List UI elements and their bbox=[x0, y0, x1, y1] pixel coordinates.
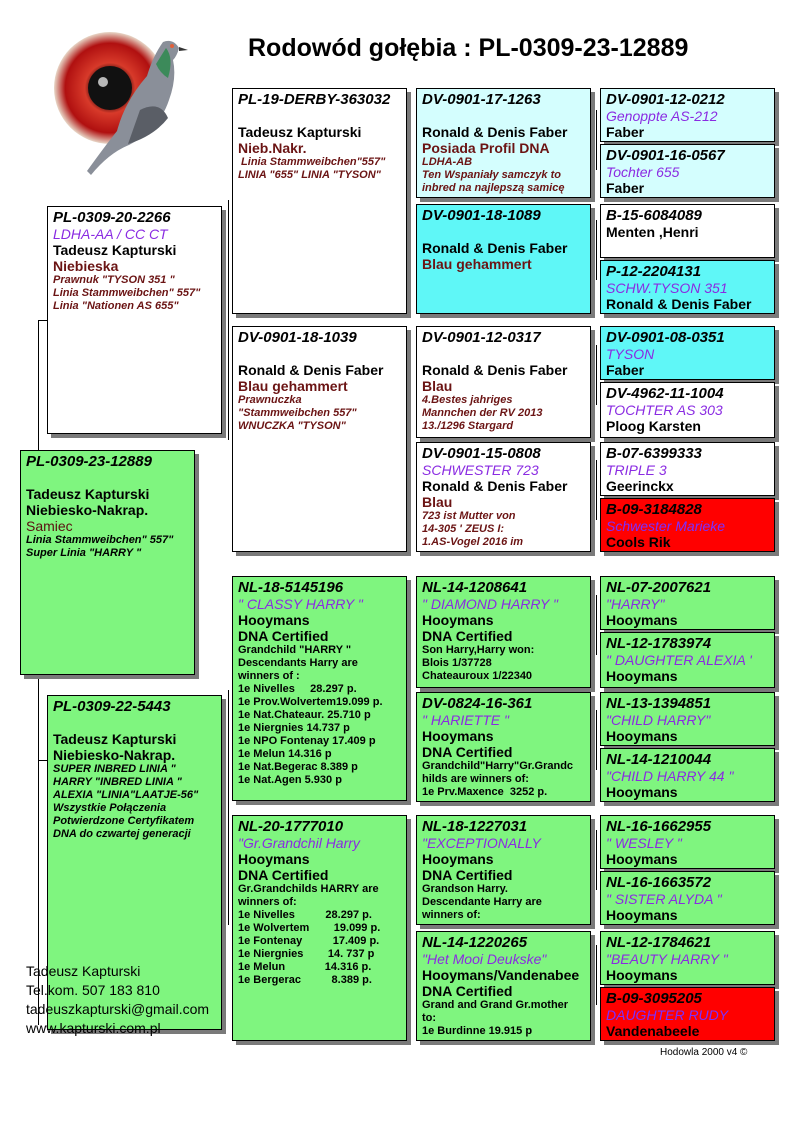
subject-ring: PL-0309-23-12889 bbox=[26, 453, 152, 470]
g4-card-3[interactable] bbox=[600, 204, 775, 258]
g4-ring: B-09-3095205 bbox=[606, 990, 702, 1007]
ss-ring: PL-19-DERBY-363032 bbox=[238, 91, 391, 108]
g4-card-2[interactable] bbox=[600, 144, 775, 198]
subject-notes: Linia Stammweibchen" 557" Super Linia "HARRY " bbox=[26, 534, 174, 559]
g4-name: " SISTER ALYDA " bbox=[606, 891, 722, 907]
g4-owner: Hooymans bbox=[606, 728, 678, 744]
g4-ring: NL-12-1784621 bbox=[606, 934, 712, 951]
ds-notes: Grandchild "HARRY " Descendants Harry are winners of : 1e Nivelles 28.297 p. 1e Prov.Wolvertem19.099 p. 1e Nat.Chateaur. 25.710 p 1e Niergnies 14.737 p 1e NPO Fontenay 17.409 p 1e Melun 14.316 p 1e Nat.Begerac 8.389 p 1e Nat.Agen 5.930 p bbox=[238, 644, 383, 786]
ds-name: " CLASSY HARRY " bbox=[238, 596, 363, 612]
ds-owner: Hooymans bbox=[238, 612, 310, 628]
g4-owner: Ploog Karsten bbox=[606, 418, 701, 434]
g4-name: DAUGHTER RUDY bbox=[606, 1007, 729, 1023]
sss-ring: DV-0901-17-1263 bbox=[422, 91, 541, 108]
sss-card[interactable] bbox=[416, 88, 591, 198]
ds-color: DNA Certified bbox=[238, 628, 329, 644]
g4-name: "BEAUTY HARRY " bbox=[606, 951, 728, 967]
dam-color: Niebiesko-Nakrap. bbox=[53, 747, 176, 763]
dss-ring: NL-14-1208641 bbox=[422, 579, 528, 596]
dds-color: DNA Certified bbox=[422, 867, 513, 883]
dd-owner: Hooymans bbox=[238, 851, 310, 867]
dds-card[interactable] bbox=[416, 815, 591, 925]
ddd-notes: Grand and Grand Gr.mother to: 1e Burdinne 19.915 p bbox=[422, 999, 569, 1037]
ss-owner: Tadeusz Kapturski bbox=[238, 124, 362, 140]
dd-ring: NL-20-1777010 bbox=[238, 818, 344, 835]
dd-notes: Gr.Grandchilds HARRY are winners of: 1e Nivelles 28.297 p. 1e Wolvertem 19.099 p. 1e Fontenay 17.409 p. 1e Niergnies 14. 737 p 1e Melun 14.316 p. 1e Bergerac 8.389 p. bbox=[238, 883, 381, 986]
contact-block bbox=[26, 962, 209, 1038]
ssd-color: Blau gehammert bbox=[422, 256, 532, 272]
dd-name: "Gr.Grandchil Harry bbox=[238, 835, 360, 851]
g4-owner: Hooymans bbox=[606, 851, 678, 867]
g4-owner: Faber bbox=[606, 124, 645, 140]
contact-web[interactable]: www.kapturski.com.pl bbox=[26, 1020, 161, 1036]
g4-owner: Hooymans bbox=[606, 967, 678, 983]
g4-card-4[interactable] bbox=[600, 260, 775, 314]
sds-color: Blau bbox=[422, 378, 453, 394]
g4-ring: B-15-6084089 bbox=[606, 207, 702, 224]
dsd-owner: Hooymans bbox=[422, 728, 494, 744]
g4-name: SCHW.TYSON 351 bbox=[606, 280, 728, 296]
g4-card-16[interactable] bbox=[600, 987, 775, 1041]
g4-card-10[interactable] bbox=[600, 632, 775, 688]
g4-card-8[interactable] bbox=[600, 498, 775, 552]
ss-card[interactable] bbox=[232, 88, 407, 314]
g4-ring: NL-16-1662955 bbox=[606, 818, 712, 835]
g4-name: "HARRY" bbox=[606, 596, 665, 612]
g4-card-14[interactable] bbox=[600, 871, 775, 925]
g4-card-9[interactable] bbox=[600, 576, 775, 630]
dss-card[interactable] bbox=[416, 576, 591, 688]
dds-name: "EXCEPTIONALLY bbox=[422, 835, 541, 851]
dam-ring: PL-0309-22-5443 bbox=[53, 698, 171, 715]
dd-color: DNA Certified bbox=[238, 867, 329, 883]
g4-owner: Ronald & Denis Faber bbox=[606, 296, 752, 312]
g4-card-1[interactable] bbox=[600, 88, 775, 142]
ss-notes: Linia Stammweibchen"557" LINIA "655" LINIA "TYSON" bbox=[238, 156, 386, 181]
ssd-owner: Ronald & Denis Faber bbox=[422, 240, 568, 256]
dsd-name: " HARIETTE " bbox=[422, 712, 509, 728]
g4-card-12[interactable] bbox=[600, 748, 775, 802]
g4-owner: Vandenabeele bbox=[606, 1023, 700, 1039]
ddd-ring: NL-14-1220265 bbox=[422, 934, 528, 951]
g4-ring: DV-0901-16-0567 bbox=[606, 147, 725, 164]
sd-card[interactable] bbox=[232, 326, 407, 552]
dds-owner: Hooymans bbox=[422, 851, 494, 867]
g4-name: "CHILD HARRY" bbox=[606, 712, 711, 728]
g4-ring: NL-16-1663572 bbox=[606, 874, 712, 891]
g4-ring: DV-0901-12-0212 bbox=[606, 91, 725, 108]
g4-name: TRIPLE 3 bbox=[606, 462, 667, 478]
dss-color: DNA Certified bbox=[422, 628, 513, 644]
sdd-ring: DV-0901-15-0808 bbox=[422, 445, 541, 462]
g4-owner: Cools Rik bbox=[606, 534, 671, 550]
g4-ring: B-07-6399333 bbox=[606, 445, 702, 462]
g4-ring: B-09-3184828 bbox=[606, 501, 702, 518]
g4-name: " DAUGHTER ALEXIA ' bbox=[606, 652, 752, 668]
dds-notes: Grandson Harry. Descendante Harry are winners of: bbox=[422, 883, 542, 921]
contact-email[interactable]: tadeuszkapturski@gmail.com bbox=[26, 1001, 210, 1017]
g4-ring: NL-13-1394851 bbox=[606, 695, 712, 712]
g4-owner: Geerinckx bbox=[606, 478, 674, 494]
sd-owner: Ronald & Denis Faber bbox=[238, 362, 384, 378]
g4-card-5[interactable] bbox=[600, 326, 775, 380]
ddd-color: DNA Certified bbox=[422, 983, 513, 999]
sss-owner: Ronald & Denis Faber bbox=[422, 124, 568, 140]
subject-sex: Samiec bbox=[26, 518, 73, 534]
g4-name: TYSON bbox=[606, 346, 655, 362]
g4-name: Genoppte AS-212 bbox=[606, 108, 718, 124]
dam-owner: Tadeusz Kapturski bbox=[53, 731, 177, 747]
sdd-notes: 723 ist Mutter von 14-305 ' ZEUS I: 1.AS-Vogel 2016 im bbox=[422, 510, 524, 548]
contact-phone[interactable]: Tel.kom. 507 183 810 bbox=[26, 982, 160, 998]
ss-color: Nieb.Nakr. bbox=[238, 140, 307, 156]
sd-color: Blau gehammert bbox=[238, 378, 348, 394]
sd-ring: DV-0901-18-1039 bbox=[238, 329, 357, 346]
g4-owner: Hooymans bbox=[606, 907, 678, 923]
sss-color: Posiada Profil DNA bbox=[422, 140, 550, 156]
dsd-color: DNA Certified bbox=[422, 744, 513, 760]
dss-owner: Hooymans bbox=[422, 612, 494, 628]
sds-notes: 4.Bestes jahriges Mannchen der RV 2013 13./1296 Stargard bbox=[422, 394, 543, 432]
g4-ring: DV-0901-08-0351 bbox=[606, 329, 725, 346]
sd-notes: Prawnuczka "Stammweibchen 557" WNUCZKA "TYSON" bbox=[238, 394, 357, 432]
footer-version: Hodowla 2000 v4 © bbox=[660, 1047, 748, 1058]
g4-name: TOCHTER AS 303 bbox=[606, 402, 723, 418]
sds-ring: DV-0901-12-0317 bbox=[422, 329, 541, 346]
g4-ring: NL-07-2007621 bbox=[606, 579, 712, 596]
pigeon-eye-logo bbox=[48, 30, 198, 175]
sds-card[interactable] bbox=[416, 326, 591, 438]
dss-notes: Son Harry,Harry won: Blois 1/37728 Chateauroux 1/22340 bbox=[422, 644, 535, 682]
sire-color: Niebieska bbox=[53, 258, 119, 274]
g4-ring: DV-4962-11-1004 bbox=[606, 385, 724, 402]
dsd-card[interactable] bbox=[416, 692, 591, 802]
sds-owner: Ronald & Denis Faber bbox=[422, 362, 568, 378]
sdd-owner: Ronald & Denis Faber bbox=[422, 478, 568, 494]
sire-notes: Prawnuk "TYSON 351 " Linia Stammweibchen" 557" Linia "Nationen AS 655" bbox=[53, 274, 201, 312]
dd-card[interactable] bbox=[232, 815, 407, 1041]
g4-name: "CHILD HARRY 44 " bbox=[606, 768, 734, 784]
dds-ring: NL-18-1227031 bbox=[422, 818, 528, 835]
ds-card[interactable] bbox=[232, 576, 407, 801]
ssd-ring: DV-0901-18-1089 bbox=[422, 207, 541, 224]
g4-name: " WESLEY " bbox=[606, 835, 682, 851]
ds-ring: NL-18-5145196 bbox=[238, 579, 344, 596]
g4-card-13[interactable] bbox=[600, 815, 775, 869]
sdd-name: SCHWESTER 723 bbox=[422, 462, 539, 478]
ddd-card[interactable] bbox=[416, 931, 591, 1041]
g4-ring: NL-12-1783974 bbox=[606, 635, 712, 652]
sire-card[interactable] bbox=[47, 206, 222, 434]
g4-owner: Hooymans bbox=[606, 784, 678, 800]
g4-card-15[interactable] bbox=[600, 931, 775, 985]
sss-notes: LDHA-AB Ten Wspaniały samczyk to inbred na najlepszą samicę bbox=[422, 156, 565, 194]
subject-card[interactable] bbox=[20, 450, 195, 675]
g4-card-7[interactable] bbox=[600, 442, 775, 496]
ddd-name: "Het Mooi Deukske" bbox=[422, 951, 547, 967]
g4-card-11[interactable] bbox=[600, 692, 775, 746]
g4-name: Schwester Marieke bbox=[606, 518, 726, 534]
page-title: Rodowód gołębia : PL-0309-23-12889 bbox=[248, 34, 689, 62]
g4-owner: Menten ,Henri bbox=[606, 224, 699, 240]
g4-name: Tochter 655 bbox=[606, 164, 680, 180]
dsd-notes: Grandchild"Harry"Gr.Grandc hilds are winners of: 1e Prv.Maxence 3252 p. bbox=[422, 760, 574, 798]
ddd-owner: Hooymans/Vandenabee bbox=[422, 967, 580, 983]
g4-card-6[interactable] bbox=[600, 382, 775, 438]
g4-ring: P-12-2204131 bbox=[606, 263, 702, 280]
g4-owner: Faber bbox=[606, 362, 645, 378]
dss-name: " DIAMOND HARRY " bbox=[422, 596, 558, 612]
sire-owner: Tadeusz Kapturski bbox=[53, 242, 177, 258]
sdd-color: Blau bbox=[422, 494, 453, 510]
sire-name: LDHA-AA / CC CT bbox=[53, 226, 168, 242]
g4-owner: Hooymans bbox=[606, 668, 678, 684]
subject-color: Niebiesko-Nakrap. bbox=[26, 502, 149, 518]
sdd-card[interactable] bbox=[416, 442, 591, 552]
g4-ring: NL-14-1210044 bbox=[606, 751, 712, 768]
g4-owner: Faber bbox=[606, 180, 645, 196]
ssd-card[interactable] bbox=[416, 204, 591, 314]
contact-name: Tadeusz Kapturski bbox=[26, 963, 141, 979]
g4-owner: Hooymans bbox=[606, 612, 678, 628]
dsd-ring: DV-0824-16-361 bbox=[422, 695, 533, 712]
subject-owner: Tadeusz Kapturski bbox=[26, 486, 150, 502]
dam-notes: SUPER INBRED LINIA " HARRY "INBRED LINIA " ALEXIA "LINIA"LAATJE-56" Wszystkie Połączenia Potwierdzone Certyfikatem DNA do czwartej generacji bbox=[53, 763, 199, 840]
sire-ring: PL-0309-20-2266 bbox=[53, 209, 171, 226]
